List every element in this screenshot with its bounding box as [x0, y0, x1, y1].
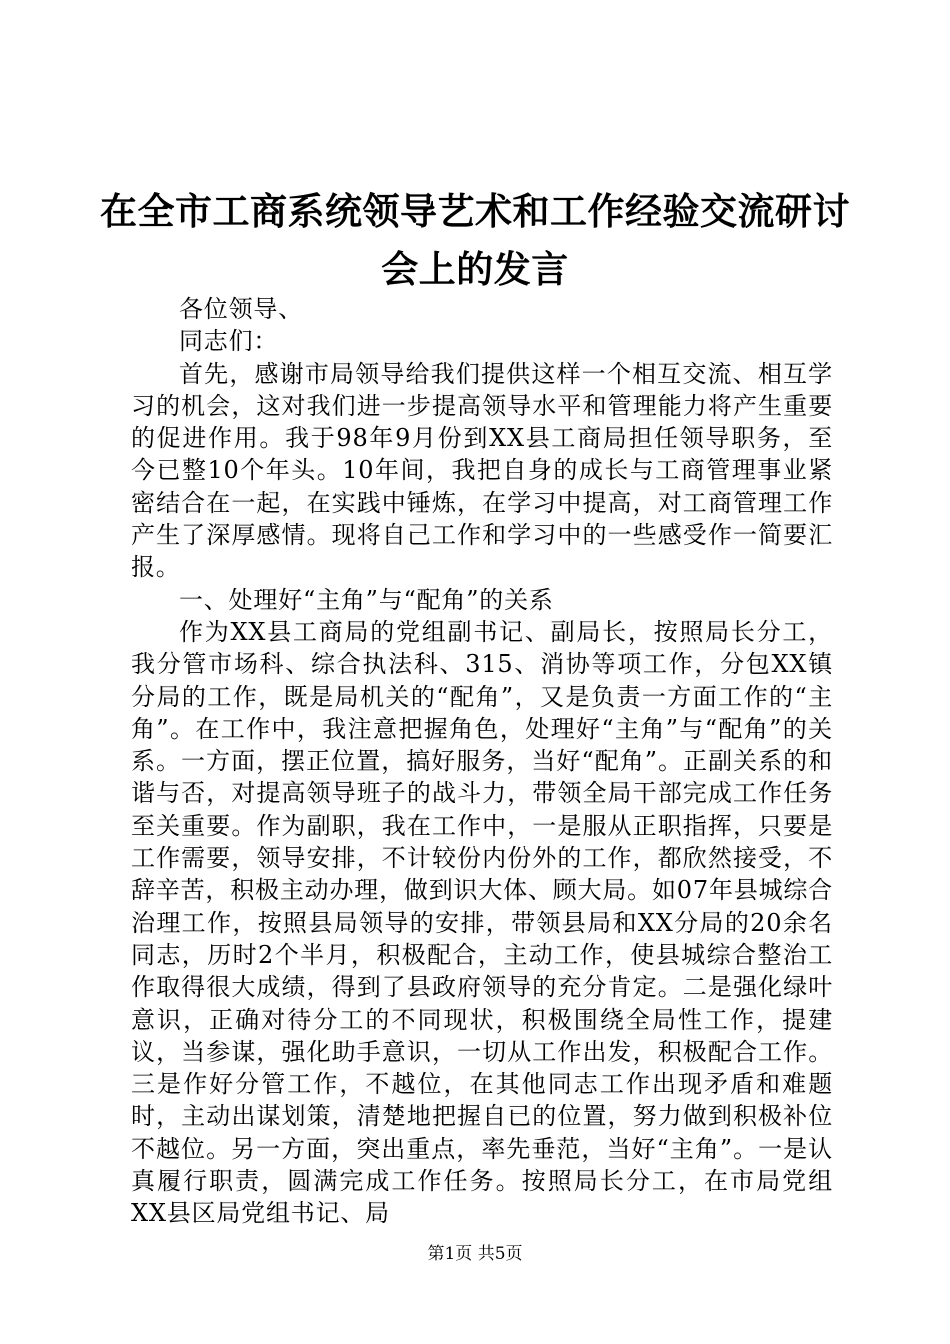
page-footer: 第1页 共5页 [427, 1244, 523, 1264]
document-title-line-2: 会上的发言 [381, 248, 569, 291]
salutation-line: 各位领导、 [179, 295, 303, 323]
document-title-line-1: 在全市工商系统领导艺术和工作经验交流研讨 [100, 190, 850, 233]
paragraph-intro: 首先，感谢市局领导给我们提供这样一个相互交流、相互学习的机会，这对我们进一步提高领导水平和管理能力将产生重要的促进作用。我于98年9月份到XX县工商局担任领导职务，至今已整10个年头。10年间，我把自身的成长与工商管理事业紧密结合在一起，在实践中锤炼，在学习中提高，对工商管理工作产生了深厚感情。现将自己工作和学习中的一些感受作一简要汇报。 [131, 359, 833, 582]
paragraph-body: 作为XX县工商局的党组副书记、副局长，按照局长分工，我分管市场科、综合执法科、315、消协等项工作，分包XX镇分局的工作，既是局机关的“配角”，又是负责一方面工作的“主角”。在工作中，我注意把握角色，处理好“主角”与“配角”的关系。一方面，摆正位置，搞好服务，当好“配角”。正副关系的和谐与否，对提高领导班子的战斗力，带领全局干部完成工作任务至关重要。作为副职，我在工作中，一是服从正职指挥，只要是工作需要，领导安排，不计较份内份外的工作，都欣然接受，不辞辛苦，积极主动办理，做到识大体、顾大局。如07年县城综合治理工作，按照县局领导的安排，带领县局和XX分局的20余名同志，历时2个半月，积极配合，主动工作，使县城综合整治工作取得很大成绩，得到了县政府领导的充分肯定。二是强化绿叶意识，正确对待分工的不同现状，积极围绕全局性工作，提建议，当参谋，强化助手意识，一切从工作出发，积极配合工作。三是作好分管工作，不越位，在其他同志工作出现矛盾和难题时，主动出谋划策，清楚地把握自已的位置，努力做到积极补位不越位。另一方面，突出重点，率先垂范，当好“主角”。一是认真履行职责，圆满完成工作任务。按照局长分工，在市局党组XX县区局党组书记、局 [131, 617, 833, 1228]
salutation-line: 同志们： [179, 327, 279, 356]
document-body [131, 293, 833, 1230]
salutation [131, 293, 833, 358]
section-heading: 一、处理好“主角”与“配角”的关系 [179, 585, 554, 614]
